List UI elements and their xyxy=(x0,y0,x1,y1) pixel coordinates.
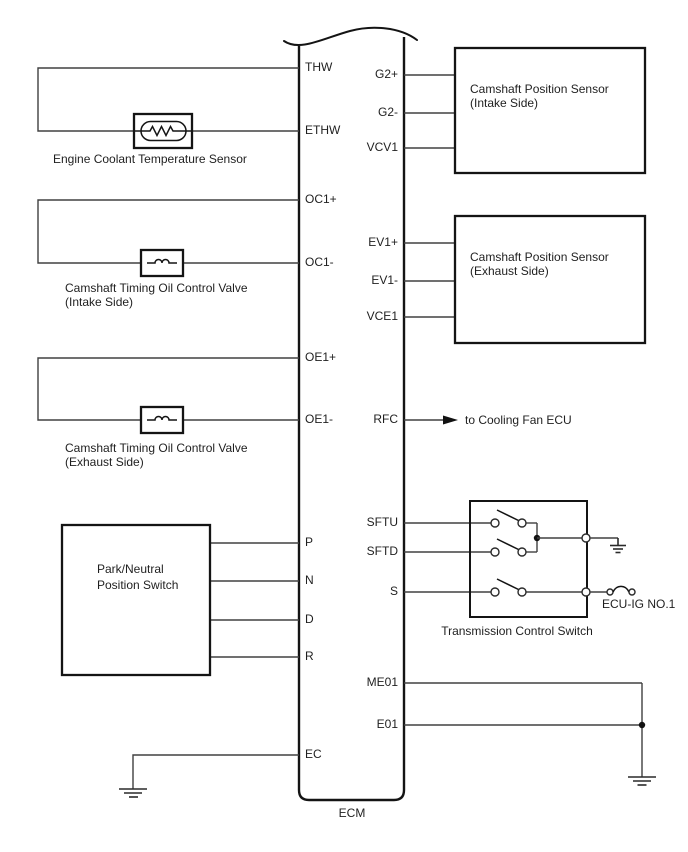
switch-blade-icon xyxy=(497,539,519,550)
tcs-box xyxy=(470,501,587,617)
pin-label-e01: E01 xyxy=(376,717,398,731)
pin-label-vcv1: VCV1 xyxy=(366,140,398,154)
pin-label-n: N xyxy=(305,573,314,587)
tcs-output-contact xyxy=(582,534,590,542)
pin-label-oe1m: OE1- xyxy=(305,412,334,426)
pin-label-r: R xyxy=(305,649,314,663)
ground-icon xyxy=(610,538,626,553)
pin-label-sftd: SFTD xyxy=(366,544,398,558)
pin-label-vce1: VCE1 xyxy=(366,309,398,323)
switch-contact xyxy=(491,519,499,527)
pin-label-rfc: RFC xyxy=(373,412,398,426)
ec-ground-circuit xyxy=(119,755,299,797)
rfc-circuit xyxy=(404,413,572,427)
me01-e01-ground-circuit xyxy=(404,683,656,785)
cps-intake-label-1: Camshaft Position Sensor xyxy=(470,82,609,96)
pin-label-ethw: ETHW xyxy=(305,123,341,137)
ect-sensor-label: Engine Coolant Temperature Sensor xyxy=(53,152,247,166)
fuse-label: ECU-IG NO.1 xyxy=(602,597,676,611)
pin-label-thw: THW xyxy=(305,60,333,74)
cps-exhaust-circuit xyxy=(404,216,645,343)
switch-contact xyxy=(518,519,526,527)
pnp-switch-circuit xyxy=(62,525,299,675)
pin-label-g2p: G2+ xyxy=(374,67,398,81)
switch-blade-icon xyxy=(497,579,519,590)
ocv-exhaust-label-2: (Exhaust Side) xyxy=(65,455,144,469)
pnp-switch-label-1: Park/Neutral xyxy=(97,562,164,576)
cps-exhaust-label-2: (Exhaust Side) xyxy=(470,264,549,278)
ocv-exhaust-label-1: Camshaft Timing Oil Control Valve xyxy=(65,441,248,455)
ect-sensor-circuit xyxy=(38,68,299,166)
pin-label-oc1m: OC1- xyxy=(305,255,334,269)
pin-label-ec: EC xyxy=(305,747,322,761)
arrow-right-icon xyxy=(443,416,458,425)
pnp-switch-label-2: Position Switch xyxy=(97,578,179,592)
switch-contact xyxy=(518,548,526,556)
pin-label-ev1m: EV1- xyxy=(371,273,398,287)
switch-contact xyxy=(491,588,499,596)
pin-label-me01: ME01 xyxy=(366,675,398,689)
ocv-intake-label-2: (Intake Side) xyxy=(65,295,134,309)
ground-icon xyxy=(628,777,656,785)
cps-intake-label-2: (Intake Side) xyxy=(470,96,539,110)
ecm-label: ECM xyxy=(338,806,366,820)
cps-intake-circuit xyxy=(404,48,645,173)
pin-label-d: D xyxy=(305,612,314,626)
cps-intake-box xyxy=(455,48,645,173)
pin-label-g2m: G2- xyxy=(377,105,398,119)
cooling-fan-note: to Cooling Fan ECU xyxy=(465,413,572,427)
junction-dot xyxy=(639,722,645,728)
pin-label-sftu: SFTU xyxy=(366,515,398,529)
fuse-icon xyxy=(607,586,635,595)
pin-label-ev1p: EV1+ xyxy=(368,235,398,249)
pin-label-p: P xyxy=(305,535,314,549)
ocv-intake-label-1: Camshaft Timing Oil Control Valve xyxy=(65,281,248,295)
ground-icon xyxy=(119,789,147,797)
switch-contact xyxy=(518,588,526,596)
pnp-switch-box xyxy=(62,525,210,675)
ocv-exhaust-circuit xyxy=(38,358,299,469)
cps-exhaust-label-1: Camshaft Position Sensor xyxy=(470,250,609,264)
pin-label-s: S xyxy=(389,584,398,598)
switch-blade-icon xyxy=(497,510,519,521)
tcs-label: Transmission Control Switch xyxy=(441,624,593,638)
pin-label-oe1p: OE1+ xyxy=(305,350,337,364)
pin-label-oc1p: OC1+ xyxy=(305,192,337,206)
tcs-output-contact xyxy=(582,588,590,596)
ocv-intake-circuit xyxy=(38,200,299,309)
cps-exhaust-box xyxy=(455,216,645,343)
switch-contact xyxy=(491,548,499,556)
tcs-circuit xyxy=(404,501,676,638)
wire-ec xyxy=(133,755,299,789)
